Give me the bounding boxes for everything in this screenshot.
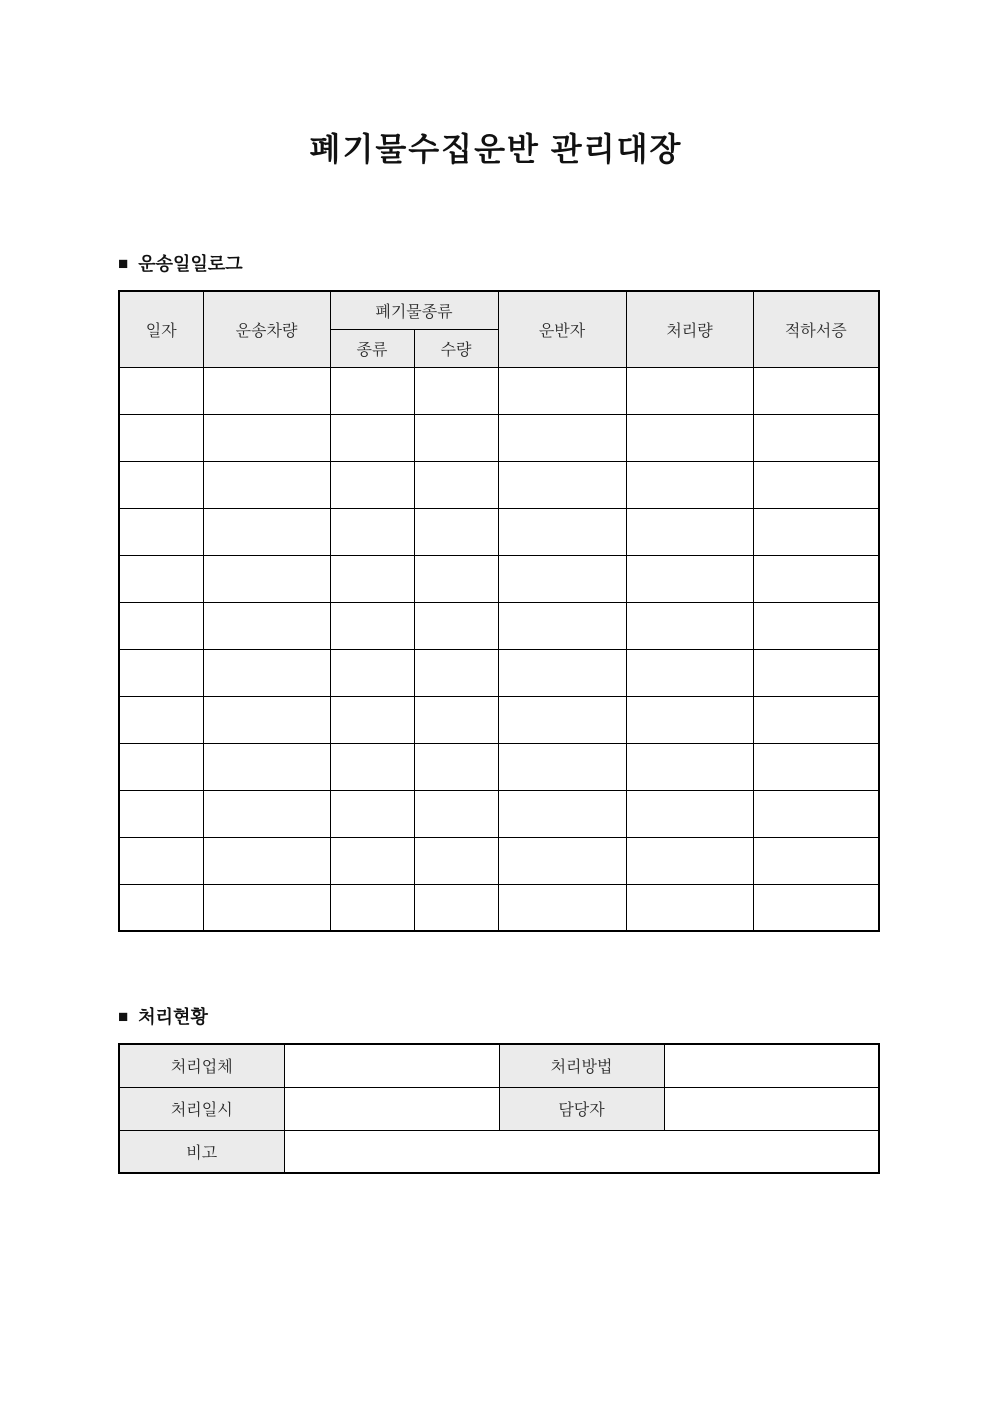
log-empty-cell	[330, 696, 414, 743]
transport-log-header	[119, 291, 879, 367]
log-empty-cell	[203, 367, 330, 414]
log-empty-row	[119, 884, 879, 931]
log-empty-cell	[119, 461, 203, 508]
label-cell-datetime: 처리일시	[119, 1087, 284, 1130]
log-empty-cell	[626, 367, 753, 414]
log-empty-cell	[119, 790, 203, 837]
log-empty-cell	[498, 696, 626, 743]
log-empty-cell	[330, 743, 414, 790]
log-empty-cell	[330, 837, 414, 884]
log-empty-cell	[203, 696, 330, 743]
log-empty-cell	[119, 508, 203, 555]
label-cell-company: 처리업체	[119, 1044, 284, 1087]
transport-log-table	[118, 290, 880, 932]
log-empty-cell	[414, 602, 498, 649]
log-empty-cell	[203, 790, 330, 837]
col-header-date: 일자	[119, 291, 203, 367]
label-cell-note: 비고	[119, 1130, 284, 1173]
log-empty-cell	[626, 696, 753, 743]
process-row-2	[119, 1087, 879, 1130]
log-empty-cell	[498, 602, 626, 649]
log-empty-cell	[626, 790, 753, 837]
square-bullet-icon: ■	[118, 1007, 129, 1026]
log-empty-cell	[119, 884, 203, 931]
log-empty-cell	[119, 649, 203, 696]
section-transport-log	[118, 253, 878, 932]
log-empty-cell	[498, 555, 626, 602]
process-row-1	[119, 1044, 879, 1087]
log-empty-cell	[330, 461, 414, 508]
log-empty-row	[119, 696, 879, 743]
log-empty-cell	[498, 367, 626, 414]
log-empty-row	[119, 837, 879, 884]
log-empty-cell	[119, 414, 203, 461]
transport-log-body	[119, 367, 879, 931]
log-empty-cell	[626, 602, 753, 649]
log-empty-cell	[626, 649, 753, 696]
log-empty-cell	[119, 837, 203, 884]
log-empty-cell	[498, 837, 626, 884]
log-empty-cell	[414, 884, 498, 931]
col-header-vehicle: 운송차량	[203, 291, 330, 367]
log-empty-cell	[626, 837, 753, 884]
section-heading-label: 처리현황	[138, 1007, 208, 1027]
log-empty-row	[119, 790, 879, 837]
log-empty-cell	[414, 790, 498, 837]
log-empty-row	[119, 555, 879, 602]
col-header-throughput: 처리량	[626, 291, 753, 367]
log-empty-cell	[498, 414, 626, 461]
label-cell-method: 처리방법	[499, 1044, 664, 1087]
col-header-manifest: 적하서증	[753, 291, 879, 367]
log-empty-row	[119, 367, 879, 414]
col-header-waste-kind: 종류	[330, 329, 414, 367]
section-heading-transport-log	[118, 253, 878, 275]
log-empty-cell	[753, 461, 879, 508]
log-empty-cell	[414, 414, 498, 461]
log-empty-cell	[626, 743, 753, 790]
log-empty-row	[119, 602, 879, 649]
log-empty-cell	[626, 884, 753, 931]
log-empty-cell	[119, 602, 203, 649]
log-empty-cell	[330, 649, 414, 696]
log-empty-cell	[203, 649, 330, 696]
value-cell-manager	[664, 1087, 879, 1130]
log-empty-cell	[753, 649, 879, 696]
log-empty-cell	[414, 367, 498, 414]
log-empty-cell	[414, 649, 498, 696]
log-empty-cell	[330, 555, 414, 602]
log-empty-cell	[119, 367, 203, 414]
log-empty-cell	[753, 508, 879, 555]
log-empty-cell	[753, 696, 879, 743]
log-empty-cell	[414, 508, 498, 555]
log-empty-cell	[203, 743, 330, 790]
section-heading-label: 운송일일로그	[138, 254, 243, 274]
log-empty-cell	[414, 837, 498, 884]
log-empty-cell	[330, 414, 414, 461]
log-empty-cell	[414, 743, 498, 790]
log-empty-cell	[626, 555, 753, 602]
log-empty-cell	[498, 884, 626, 931]
log-empty-row	[119, 743, 879, 790]
log-empty-cell	[753, 414, 879, 461]
log-empty-cell	[498, 508, 626, 555]
log-empty-cell	[330, 884, 414, 931]
log-empty-cell	[330, 790, 414, 837]
log-empty-cell	[626, 461, 753, 508]
log-empty-cell	[414, 461, 498, 508]
log-empty-cell	[119, 555, 203, 602]
col-header-waste-qty: 수량	[414, 329, 498, 367]
process-row-3	[119, 1130, 879, 1173]
document-title: 폐기물수집운반 관리대장	[309, 131, 683, 167]
value-cell-note	[284, 1130, 879, 1173]
log-empty-cell	[203, 508, 330, 555]
log-empty-cell	[330, 602, 414, 649]
log-empty-cell	[203, 884, 330, 931]
log-empty-cell	[498, 743, 626, 790]
log-empty-cell	[753, 790, 879, 837]
section-heading-processing-status	[118, 1006, 878, 1028]
log-empty-cell	[203, 414, 330, 461]
label-cell-manager: 담당자	[499, 1087, 664, 1130]
log-empty-cell	[203, 602, 330, 649]
log-empty-row	[119, 649, 879, 696]
log-empty-cell	[753, 837, 879, 884]
value-cell-company	[284, 1044, 499, 1087]
log-empty-cell	[203, 555, 330, 602]
log-empty-cell	[203, 461, 330, 508]
log-empty-row	[119, 414, 879, 461]
log-empty-cell	[626, 414, 753, 461]
col-header-waste-group: 폐기물종류	[330, 291, 498, 329]
log-empty-cell	[753, 743, 879, 790]
value-cell-method	[664, 1044, 879, 1087]
log-empty-cell	[626, 508, 753, 555]
processing-status-table	[118, 1043, 880, 1174]
log-empty-cell	[753, 602, 879, 649]
log-empty-cell	[498, 790, 626, 837]
log-empty-cell	[414, 696, 498, 743]
log-empty-row	[119, 508, 879, 555]
log-empty-row	[119, 461, 879, 508]
log-empty-cell	[203, 837, 330, 884]
log-empty-cell	[753, 884, 879, 931]
log-empty-cell	[414, 555, 498, 602]
col-header-carrier: 운반자	[498, 291, 626, 367]
log-empty-cell	[119, 696, 203, 743]
log-empty-cell	[753, 367, 879, 414]
log-empty-cell	[119, 743, 203, 790]
log-empty-cell	[498, 461, 626, 508]
log-empty-cell	[330, 367, 414, 414]
square-bullet-icon: ■	[118, 254, 129, 273]
section-processing-status	[118, 1006, 878, 1174]
value-cell-datetime	[284, 1087, 499, 1130]
log-empty-cell	[330, 508, 414, 555]
log-empty-cell	[498, 649, 626, 696]
log-empty-cell	[753, 555, 879, 602]
